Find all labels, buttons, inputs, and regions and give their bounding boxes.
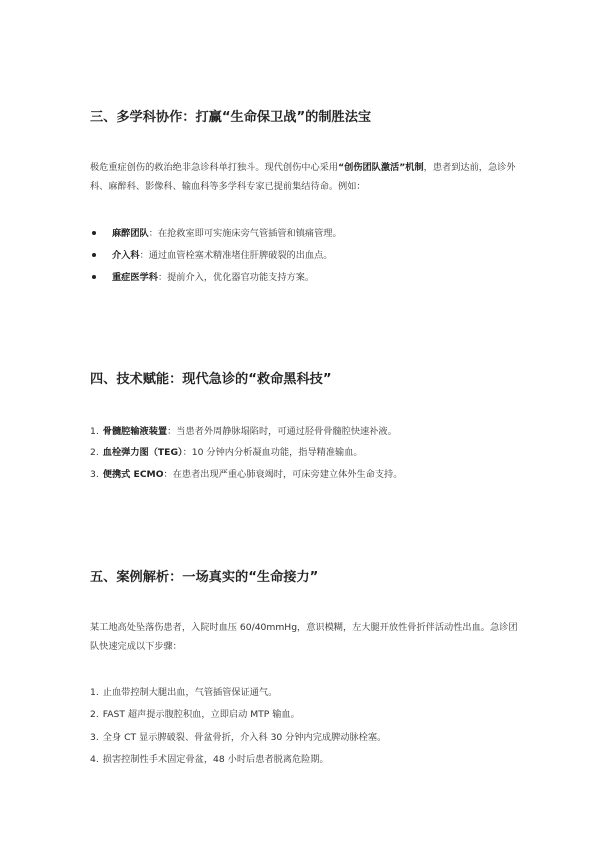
bullet-dot-icon <box>92 275 96 279</box>
step-number: 4. <box>90 754 99 765</box>
item-number: 3. <box>90 469 99 480</box>
item-term: 便携式 ECMO <box>102 469 164 480</box>
item-text: ：当患者外周静脉塌陷时，可通过胫骨骨髓腔快速补液。 <box>167 426 397 437</box>
step-item <box>90 708 300 721</box>
section-3-paragraph <box>90 158 522 196</box>
step-number: 2. <box>90 709 99 720</box>
bullet-item <box>90 271 314 284</box>
para-text: 极危重症创伤的救治绝非急诊科单打独斗。现代创伤中心采用 <box>90 162 339 173</box>
numbered-item <box>90 468 402 481</box>
bullet-term: 重症医学科 <box>112 272 158 283</box>
section-5-paragraph: 某工地高处坠落伤患者，入院时血压 60/40mmHg，意识模糊，左大腿开放性骨折伴活动性出血。急诊团队快速完成以下步骤： <box>90 622 518 652</box>
para-bold-term: “创伤团队激活”机制 <box>338 162 424 173</box>
bullet-text: ：提前介入，优化器官功能支持方案。 <box>157 272 315 283</box>
bullet-term: 麻醉团队 <box>112 228 149 239</box>
item-text: ：在患者出现严重心肺衰竭时，可床旁建立体外生命支持。 <box>163 469 403 480</box>
item-text: ：10 分钟内分析凝血功能，指导精准输血。 <box>182 447 363 458</box>
numbered-item <box>90 446 363 459</box>
bullet-text: ：在抢救室即可实施床旁气管插管和镇痛管理。 <box>148 228 342 239</box>
bullet-item <box>90 227 342 240</box>
item-term: 骨髓腔输液装置 <box>102 426 168 437</box>
step-text: 止血带控制大腿出血，气管插管保证通气。 <box>102 687 278 698</box>
step-item <box>90 686 277 699</box>
bullet-term: 介入科 <box>112 250 140 261</box>
step-item <box>90 753 329 766</box>
step-text: 全身 CT 显示脾破裂、骨盆骨折，介入科 30 分钟内完成脾动脉栓塞。 <box>102 732 387 743</box>
item-term: 血栓弹力图（TEG） <box>102 447 183 458</box>
section-heading-5: 五、案例解析：一场真实的“生命接力” <box>90 570 319 585</box>
step-text: FAST 超声提示腹腔积血，立即启动 MTP 输血。 <box>102 709 300 720</box>
step-text: 损害控制性手术固定骨盆，48 小时后患者脱离危险期。 <box>102 754 329 765</box>
numbered-item <box>90 425 397 438</box>
step-item <box>90 731 386 744</box>
item-number: 2. <box>90 447 99 458</box>
bullet-dot-icon <box>92 231 96 235</box>
step-number: 1. <box>90 687 99 698</box>
section-heading-3: 三、多学科协作：打赢“生命保卫战”的制胜法宝 <box>90 110 372 125</box>
para-text: ，患者到达前，急诊外科、麻醉科、影像科、输血科等多学科专家已提前集结待命。例如： <box>90 162 516 192</box>
section-heading-4: 四、技术赋能：现代急诊的“救命黑科技” <box>90 372 332 387</box>
bullet-text: ：通过血管栓塞术精准堵住肝脾破裂的出血点。 <box>139 250 333 261</box>
item-number: 1. <box>90 426 99 437</box>
step-number: 3. <box>90 732 99 743</box>
bullet-dot-icon <box>92 253 96 257</box>
bullet-item <box>90 249 333 262</box>
